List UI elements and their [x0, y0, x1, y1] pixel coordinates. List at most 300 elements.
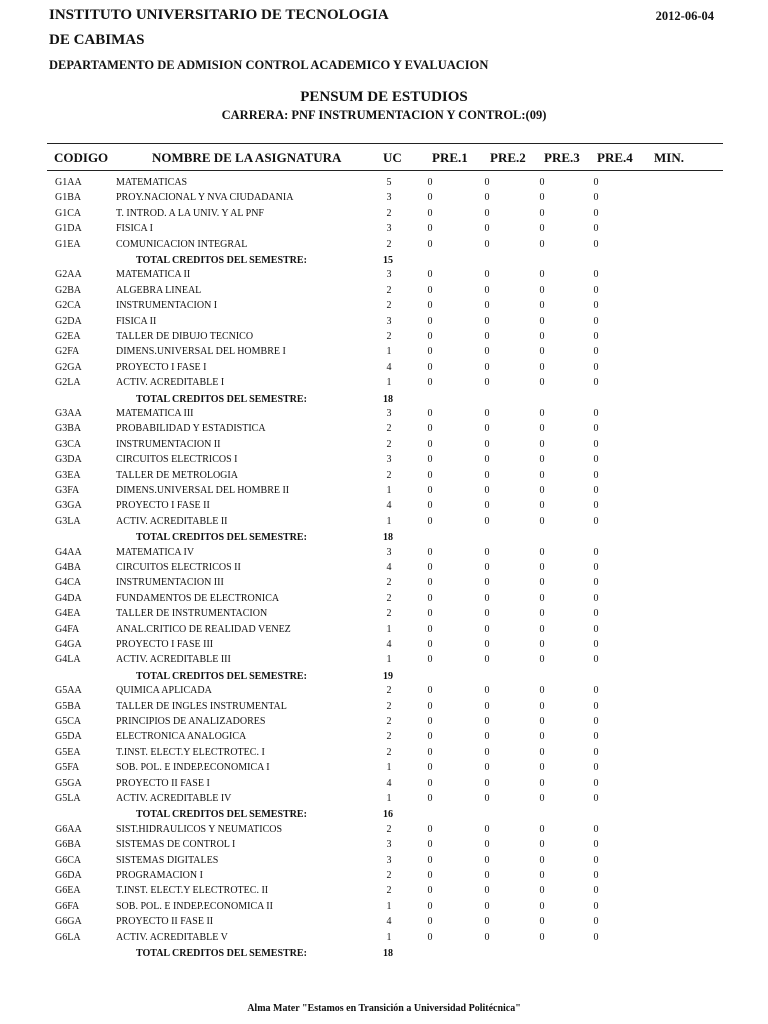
course-pre1: 0	[427, 900, 433, 912]
course-uc: 2	[386, 870, 392, 881]
course-name: CIRCUITOS ELECTRICOS I	[116, 454, 238, 466]
course-pre1: 0	[427, 469, 433, 481]
course-uc: 4	[386, 562, 392, 573]
semester-total-value: 18	[383, 948, 393, 959]
course-pre2: 0	[484, 546, 490, 558]
course-uc: 1	[386, 931, 392, 943]
course-pre4: 0	[593, 685, 599, 697]
table-row	[0, 716, 768, 731]
table-row	[0, 778, 768, 793]
course-code: G3AA	[55, 408, 82, 419]
column-header-pre2: PRE.2	[490, 150, 526, 165]
course-uc: 2	[386, 238, 392, 250]
course-pre4: 0	[593, 854, 599, 866]
semester-total-label: TOTAL CREDITOS DEL SEMESTRE:	[136, 809, 307, 821]
course-pre1: 0	[427, 793, 433, 804]
course-uc: 3	[386, 839, 392, 851]
column-header-name: NOMBRE DE LA ASIGNATURA	[152, 150, 342, 165]
semester-total-label: TOTAL CREDITOS DEL SEMESTRE:	[136, 532, 307, 544]
course-pre2: 0	[484, 931, 490, 943]
course-pre2: 0	[484, 700, 490, 712]
course-code: G5BA	[55, 700, 82, 712]
course-pre1: 0	[427, 546, 433, 558]
course-code: G2EA	[55, 331, 81, 342]
institution-name: INSTITUTO UNIVERSITARIO DE TECNOLOGIA	[49, 7, 389, 23]
course-uc: 3	[386, 408, 392, 419]
course-code: G6FA	[55, 900, 80, 912]
course-uc: 2	[386, 577, 392, 589]
course-pre3: 0	[539, 793, 545, 804]
course-pre4: 0	[593, 377, 599, 389]
course-pre4: 0	[593, 592, 599, 604]
course-uc: 1	[386, 762, 392, 774]
course-pre1: 0	[427, 238, 433, 250]
course-pre1: 0	[427, 562, 433, 573]
course-uc: 3	[386, 546, 392, 558]
course-pre3: 0	[539, 423, 545, 435]
course-pre1: 0	[427, 192, 433, 204]
table-row	[0, 824, 768, 839]
course-pre2: 0	[484, 438, 490, 450]
course-uc: 2	[386, 300, 392, 312]
course-pre3: 0	[539, 731, 545, 743]
course-name: ACTIV. ACREDITABLE IV	[116, 793, 232, 804]
course-pre3: 0	[539, 885, 545, 897]
table-row	[0, 793, 768, 808]
course-name: CIRCUITOS ELECTRICOS II	[116, 562, 241, 573]
course-name: COMUNICACION INTEGRAL	[116, 238, 248, 250]
course-pre3: 0	[539, 592, 545, 604]
course-pre4: 0	[593, 408, 599, 419]
course-pre2: 0	[484, 469, 490, 481]
course-pre1: 0	[427, 223, 433, 235]
course-pre2: 0	[484, 192, 490, 204]
course-pre4: 0	[593, 931, 599, 943]
course-pre2: 0	[484, 900, 490, 912]
table-row	[0, 885, 768, 900]
course-uc: 2	[386, 746, 392, 758]
course-pre3: 0	[539, 300, 545, 312]
course-pre3: 0	[539, 762, 545, 774]
semester-total-value: 15	[383, 255, 393, 266]
course-name: PROYECTO II FASE II	[116, 916, 214, 928]
course-pre3: 0	[539, 916, 545, 928]
course-name: PROGRAMACION I	[116, 870, 203, 881]
course-pre1: 0	[427, 408, 433, 419]
course-pre3: 0	[539, 854, 545, 866]
course-pre3: 0	[539, 870, 545, 881]
table-row	[0, 593, 768, 608]
course-pre1: 0	[427, 300, 433, 312]
course-code: G3GA	[55, 500, 82, 512]
column-header-min: MIN.	[654, 150, 684, 165]
course-code: G3FA	[55, 485, 80, 496]
course-pre3: 0	[539, 700, 545, 712]
table-row	[0, 439, 768, 454]
course-code: G3EA	[55, 469, 81, 481]
course-pre2: 0	[484, 485, 490, 496]
table-row	[0, 747, 768, 762]
course-uc: 3	[386, 854, 392, 866]
course-name: ACTIV. ACREDITABLE I	[116, 377, 225, 389]
course-name: MATEMATICA II	[116, 269, 191, 281]
table-row	[0, 901, 768, 916]
course-name: DIMENS.UNIVERSAL DEL HOMBRE I	[116, 346, 286, 358]
column-header-pre1: PRE.1	[432, 150, 468, 165]
semester-total-label: TOTAL CREDITOS DEL SEMESTRE:	[136, 670, 307, 682]
course-pre1: 0	[427, 577, 433, 589]
course-pre1: 0	[427, 423, 433, 435]
course-pre2: 0	[484, 238, 490, 250]
table-row	[0, 408, 768, 423]
course-name: DIMENS.UNIVERSAL DEL HOMBRE II	[116, 485, 290, 496]
course-name: PROYECTO I FASE III	[116, 639, 214, 650]
course-name: SISTEMAS DIGITALES	[116, 854, 219, 866]
course-uc: 3	[386, 223, 392, 235]
course-pre3: 0	[539, 716, 545, 727]
column-header-code: CODIGO	[54, 150, 109, 165]
course-uc: 5	[386, 177, 392, 188]
course-pre3: 0	[539, 639, 545, 650]
course-code: G6BA	[55, 839, 82, 851]
semester-total-label: TOTAL CREDITOS DEL SEMESTRE:	[136, 948, 307, 959]
course-pre2: 0	[484, 361, 490, 373]
course-pre4: 0	[593, 207, 599, 219]
course-pre3: 0	[539, 315, 545, 327]
course-pre2: 0	[484, 500, 490, 512]
course-pre2: 0	[484, 269, 490, 281]
course-pre2: 0	[484, 762, 490, 774]
semester-total-label: TOTAL CREDITOS DEL SEMESTRE:	[136, 393, 307, 405]
semester-total-label: TOTAL CREDITOS DEL SEMESTRE:	[136, 255, 307, 266]
table-row	[0, 423, 768, 438]
table-row	[0, 454, 768, 469]
course-pre2: 0	[484, 746, 490, 758]
course-pre4: 0	[593, 762, 599, 774]
course-pre3: 0	[539, 377, 545, 389]
course-name: SOB. POL. E INDEP.ECONOMICA II	[116, 900, 273, 912]
course-pre4: 0	[593, 885, 599, 897]
table-row	[0, 269, 768, 284]
semester-total-row	[0, 809, 768, 824]
course-pre4: 0	[593, 238, 599, 250]
course-uc: 2	[386, 423, 392, 435]
course-code: G4CA	[55, 577, 82, 589]
course-pre1: 0	[427, 623, 433, 635]
course-name: QUIMICA APLICADA	[116, 685, 212, 697]
course-pre2: 0	[484, 346, 490, 358]
table-row	[0, 654, 768, 669]
table-row	[0, 316, 768, 331]
course-pre3: 0	[539, 623, 545, 635]
course-code: G4LA	[55, 654, 81, 666]
course-pre1: 0	[427, 777, 433, 789]
course-pre3: 0	[539, 346, 545, 358]
semester-total-row	[0, 394, 768, 409]
course-pre4: 0	[593, 916, 599, 928]
course-pre4: 0	[593, 423, 599, 435]
course-pre2: 0	[484, 562, 490, 573]
course-pre2: 0	[484, 315, 490, 327]
table-row	[0, 223, 768, 238]
course-pre3: 0	[539, 577, 545, 589]
course-pre4: 0	[593, 623, 599, 635]
course-pre2: 0	[484, 916, 490, 928]
document-title: PENSUM DE ESTUDIOS	[300, 89, 468, 105]
course-pre4: 0	[593, 700, 599, 712]
table-row	[0, 608, 768, 623]
table-row	[0, 762, 768, 777]
course-pre1: 0	[427, 716, 433, 727]
course-code: G6LA	[55, 931, 81, 943]
course-pre1: 0	[427, 331, 433, 342]
semester-total-row	[0, 948, 768, 963]
course-code: G1DA	[55, 223, 82, 235]
course-name: PROYECTO II FASE I	[116, 777, 210, 789]
course-uc: 3	[386, 454, 392, 466]
course-pre4: 0	[593, 331, 599, 342]
course-pre3: 0	[539, 839, 545, 851]
course-name: TALLER DE DIBUJO TECNICO	[116, 331, 254, 342]
course-name: PROYECTO I FASE I	[116, 361, 207, 373]
course-name: ACTIV. ACREDITABLE II	[116, 515, 228, 527]
table-row	[0, 731, 768, 746]
course-pre1: 0	[427, 592, 433, 604]
course-uc: 2	[386, 438, 392, 450]
column-header-uc: UC	[383, 150, 402, 165]
course-pre2: 0	[484, 177, 490, 188]
course-pre3: 0	[539, 408, 545, 419]
course-pre4: 0	[593, 823, 599, 835]
course-pre2: 0	[484, 331, 490, 342]
table-row	[0, 500, 768, 515]
course-pre1: 0	[427, 177, 433, 188]
course-pre1: 0	[427, 870, 433, 881]
course-name: INSTRUMENTACION II	[116, 438, 221, 450]
course-pre2: 0	[484, 300, 490, 312]
course-pre1: 0	[427, 762, 433, 774]
course-pre3: 0	[539, 269, 545, 281]
course-pre2: 0	[484, 408, 490, 419]
course-name: PROYECTO I FASE II	[116, 500, 210, 512]
course-pre4: 0	[593, 746, 599, 758]
course-pre1: 0	[427, 700, 433, 712]
course-name: PROY.NACIONAL Y NVA CIUDADANIA	[116, 192, 294, 204]
course-code: G2LA	[55, 377, 81, 389]
table-row	[0, 624, 768, 639]
course-uc: 2	[386, 608, 392, 620]
course-uc: 4	[386, 639, 392, 650]
course-pre2: 0	[484, 839, 490, 851]
course-pre1: 0	[427, 269, 433, 281]
course-pre4: 0	[593, 608, 599, 620]
course-uc: 2	[386, 731, 392, 743]
course-pre2: 0	[484, 731, 490, 743]
course-pre1: 0	[427, 885, 433, 897]
course-pre3: 0	[539, 438, 545, 450]
course-pre2: 0	[484, 577, 490, 589]
course-pre2: 0	[484, 854, 490, 866]
table-row	[0, 377, 768, 392]
course-code: G4AA	[55, 546, 82, 558]
course-pre2: 0	[484, 716, 490, 727]
course-code: G4GA	[55, 639, 82, 650]
course-pre2: 0	[484, 654, 490, 666]
course-pre4: 0	[593, 562, 599, 573]
course-pre2: 0	[484, 423, 490, 435]
course-uc: 1	[386, 485, 392, 496]
course-name: ANAL.CRITICO DE REALIDAD VENEZ	[116, 623, 291, 635]
course-code: G6AA	[55, 823, 82, 835]
table-row	[0, 547, 768, 562]
course-pre4: 0	[593, 454, 599, 466]
course-uc: 1	[386, 515, 392, 527]
course-name: ACTIV. ACREDITABLE III	[116, 654, 231, 666]
course-pre3: 0	[539, 192, 545, 204]
course-pre3: 0	[539, 284, 545, 296]
course-pre2: 0	[484, 592, 490, 604]
course-pre2: 0	[484, 793, 490, 804]
course-pre1: 0	[427, 685, 433, 697]
course-pre4: 0	[593, 315, 599, 327]
table-row	[0, 300, 768, 315]
course-pre2: 0	[484, 623, 490, 635]
course-uc: 3	[386, 269, 392, 281]
course-pre4: 0	[593, 500, 599, 512]
course-pre1: 0	[427, 639, 433, 650]
course-pre3: 0	[539, 238, 545, 250]
course-code: G4DA	[55, 592, 82, 604]
course-pre1: 0	[427, 500, 433, 512]
course-name: INSTRUMENTACION I	[116, 300, 218, 312]
course-name: FUNDAMENTOS DE ELECTRONICA	[116, 592, 280, 604]
course-pre3: 0	[539, 608, 545, 620]
career-subtitle: CARRERA: PNF INSTRUMENTACION Y CONTROL:(09)	[221, 108, 547, 122]
table-row	[0, 192, 768, 207]
course-name: T.INST. ELECT.Y ELECTROTEC. I	[116, 746, 265, 758]
course-uc: 2	[386, 284, 392, 296]
course-code: G6GA	[55, 916, 82, 928]
course-uc: 1	[386, 654, 392, 666]
course-uc: 1	[386, 377, 392, 389]
course-pre4: 0	[593, 577, 599, 589]
course-pre3: 0	[539, 500, 545, 512]
course-code: G2CA	[55, 300, 82, 312]
course-uc: 4	[386, 777, 392, 789]
course-pre4: 0	[593, 546, 599, 558]
course-pre1: 0	[427, 731, 433, 743]
course-pre4: 0	[593, 192, 599, 204]
semester-total-row	[0, 255, 768, 270]
course-pre4: 0	[593, 839, 599, 851]
course-name: TALLER DE INGLES INSTRUMENTAL	[116, 700, 287, 712]
course-code: G5CA	[55, 716, 82, 727]
course-pre1: 0	[427, 823, 433, 835]
course-pre3: 0	[539, 454, 545, 466]
course-code: G3BA	[55, 423, 82, 435]
course-pre1: 0	[427, 854, 433, 866]
course-pre3: 0	[539, 331, 545, 342]
course-pre4: 0	[593, 469, 599, 481]
course-uc: 4	[386, 916, 392, 928]
course-uc: 2	[386, 685, 392, 697]
course-name: INSTRUMENTACION III	[116, 577, 224, 589]
course-name: TALLER DE INSTRUMENTACION	[116, 608, 268, 620]
course-uc: 2	[386, 885, 392, 897]
course-pre4: 0	[593, 438, 599, 450]
course-pre1: 0	[427, 916, 433, 928]
course-code: G6EA	[55, 885, 81, 897]
course-uc: 4	[386, 361, 392, 373]
course-code: G1AA	[55, 177, 82, 188]
course-code: G1CA	[55, 207, 82, 219]
course-pre4: 0	[593, 515, 599, 527]
course-pre4: 0	[593, 223, 599, 235]
table-row	[0, 516, 768, 531]
table-row	[0, 285, 768, 300]
course-code: G5GA	[55, 777, 82, 789]
course-pre1: 0	[427, 438, 433, 450]
course-code: G5AA	[55, 685, 82, 697]
course-pre3: 0	[539, 469, 545, 481]
course-pre4: 0	[593, 300, 599, 312]
table-row	[0, 701, 768, 716]
course-pre1: 0	[427, 654, 433, 666]
course-uc: 2	[386, 207, 392, 219]
course-pre4: 0	[593, 654, 599, 666]
course-pre3: 0	[539, 207, 545, 219]
course-name: T.INST. ELECT.Y ELECTROTEC. II	[116, 885, 269, 897]
course-code: G4FA	[55, 623, 80, 635]
course-pre1: 0	[427, 284, 433, 296]
course-code: G2GA	[55, 361, 82, 373]
course-pre1: 0	[427, 361, 433, 373]
course-code: G3LA	[55, 515, 81, 527]
course-name: MATEMATICAS	[116, 177, 188, 188]
course-code: G2FA	[55, 346, 80, 358]
table-row	[0, 362, 768, 377]
course-uc: 2	[386, 469, 392, 481]
course-pre2: 0	[484, 685, 490, 697]
table-row	[0, 932, 768, 947]
course-uc: 1	[386, 793, 392, 804]
course-uc: 4	[386, 500, 392, 512]
table-row	[0, 639, 768, 654]
course-pre1: 0	[427, 454, 433, 466]
course-name: SIST.HIDRAULICOS Y NEUMATICOS	[116, 823, 283, 835]
course-pre4: 0	[593, 639, 599, 650]
semester-total-row	[0, 532, 768, 547]
course-code: G2BA	[55, 284, 82, 296]
course-pre2: 0	[484, 870, 490, 881]
course-code: G5EA	[55, 746, 81, 758]
course-name: ALGEBRA LINEAL	[116, 284, 202, 296]
course-pre3: 0	[539, 685, 545, 697]
course-code: G4EA	[55, 608, 81, 620]
course-pre3: 0	[539, 746, 545, 758]
course-name: ACTIV. ACREDITABLE V	[116, 931, 228, 943]
course-code: G5LA	[55, 793, 81, 804]
course-pre3: 0	[539, 823, 545, 835]
table-row	[0, 562, 768, 577]
course-pre2: 0	[484, 207, 490, 219]
course-uc: 2	[386, 592, 392, 604]
course-pre2: 0	[484, 515, 490, 527]
course-pre4: 0	[593, 731, 599, 743]
course-pre4: 0	[593, 716, 599, 727]
course-pre4: 0	[593, 777, 599, 789]
table-row	[0, 177, 768, 192]
